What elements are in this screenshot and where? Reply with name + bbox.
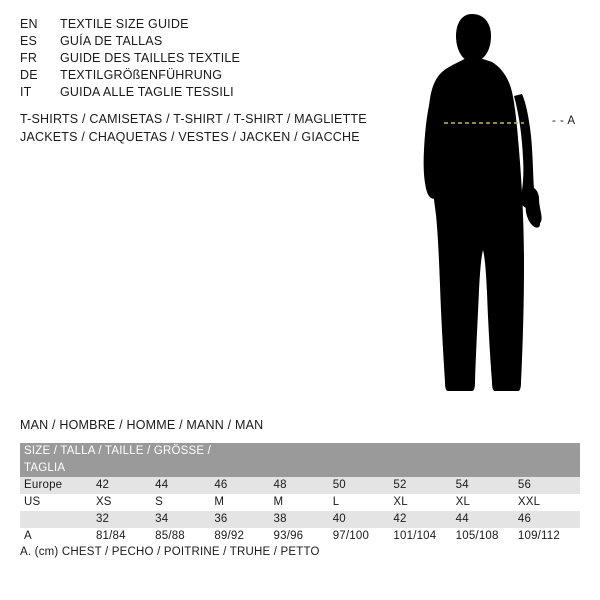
silhouette-icon [400,10,590,400]
language-text: GUÍA DE TALLAS [60,34,163,48]
row-cell: 46 [518,511,580,528]
language-code: DE [20,68,38,82]
row-label [20,511,96,528]
row-cell: 54 [456,477,518,494]
measure-label-a: - - A [552,115,576,127]
table-header-blank [333,443,394,477]
language-row [20,51,400,68]
row-cell: 109/112 [518,528,580,545]
row-cell: 101/104 [393,528,455,545]
table-section-title: MAN / HOMBRE / HOMME / MANN / MAN [20,418,264,432]
table-header-blank [214,443,273,477]
row-label: US [20,494,96,511]
row-cell: 89/92 [214,528,273,545]
row-label: Europe [20,477,96,494]
row-cell: 105/108 [456,528,518,545]
row-cell: 85/88 [155,528,214,545]
row-cell: XXL [518,494,580,511]
language-list [20,17,400,102]
table-row [20,511,580,528]
table-row [20,477,580,494]
language-row [20,34,400,51]
language-row [20,17,400,34]
language-text: TEXTILE SIZE GUIDE [60,17,189,31]
table-row [20,494,580,511]
row-cell: XS [96,494,155,511]
row-cell: 40 [333,511,394,528]
row-cell: 46 [214,477,273,494]
row-cell: 38 [274,511,333,528]
language-code: ES [20,34,38,48]
model-silhouette-figure [400,10,590,400]
row-cell: XL [393,494,455,511]
language-row [20,68,400,85]
footnote-chest-measurement: A. (cm) CHEST / PECHO / POITRINE / TRUHE / PETTO [20,546,320,558]
row-cell: M [274,494,333,511]
language-text: GUIDA ALLE TAGLIE TESSILI [60,85,234,99]
row-cell: M [214,494,273,511]
row-cell: 50 [333,477,394,494]
table-header-blank [518,443,580,477]
row-cell: 34 [155,511,214,528]
size-table [20,443,580,545]
row-cell: 93/96 [274,528,333,545]
table-row [20,528,580,545]
language-text: GUIDE DES TAILLES TEXTILE [60,51,241,65]
language-code: IT [20,85,32,99]
category-list [20,110,420,146]
row-label: A [20,528,96,545]
language-code: EN [20,17,38,31]
row-cell: L [333,494,394,511]
row-cell: 81/84 [96,528,155,545]
table-header-blank [393,443,455,477]
table-header-blank [274,443,333,477]
row-cell: 32 [96,511,155,528]
row-cell: 52 [393,477,455,494]
table-header-blank [456,443,518,477]
row-cell: XL [456,494,518,511]
category-line-tshirts: T-SHIRTS / CAMISETAS / T-SHIRT / T-SHIRT / MAGLIETTE [20,112,367,126]
row-cell: S [155,494,214,511]
language-text: TEXTILGRÖßENFÜHRUNG [60,68,223,82]
row-cell: 36 [214,511,273,528]
row-cell: 56 [518,477,580,494]
row-cell: 97/100 [333,528,394,545]
language-row [20,85,400,102]
row-cell: 44 [456,511,518,528]
table-header-label: SIZE / TALLA / TAILLE / GRÖSSE / TAGLIA [20,443,214,477]
row-cell: 42 [393,511,455,528]
category-line-jackets: JACKETS / CHAQUETAS / VESTES / JACKEN / GIACCHE [20,130,360,144]
table-header-row [20,443,580,477]
language-code: FR [20,51,38,65]
row-cell: 44 [155,477,214,494]
row-cell: 48 [274,477,333,494]
row-cell: 42 [96,477,155,494]
